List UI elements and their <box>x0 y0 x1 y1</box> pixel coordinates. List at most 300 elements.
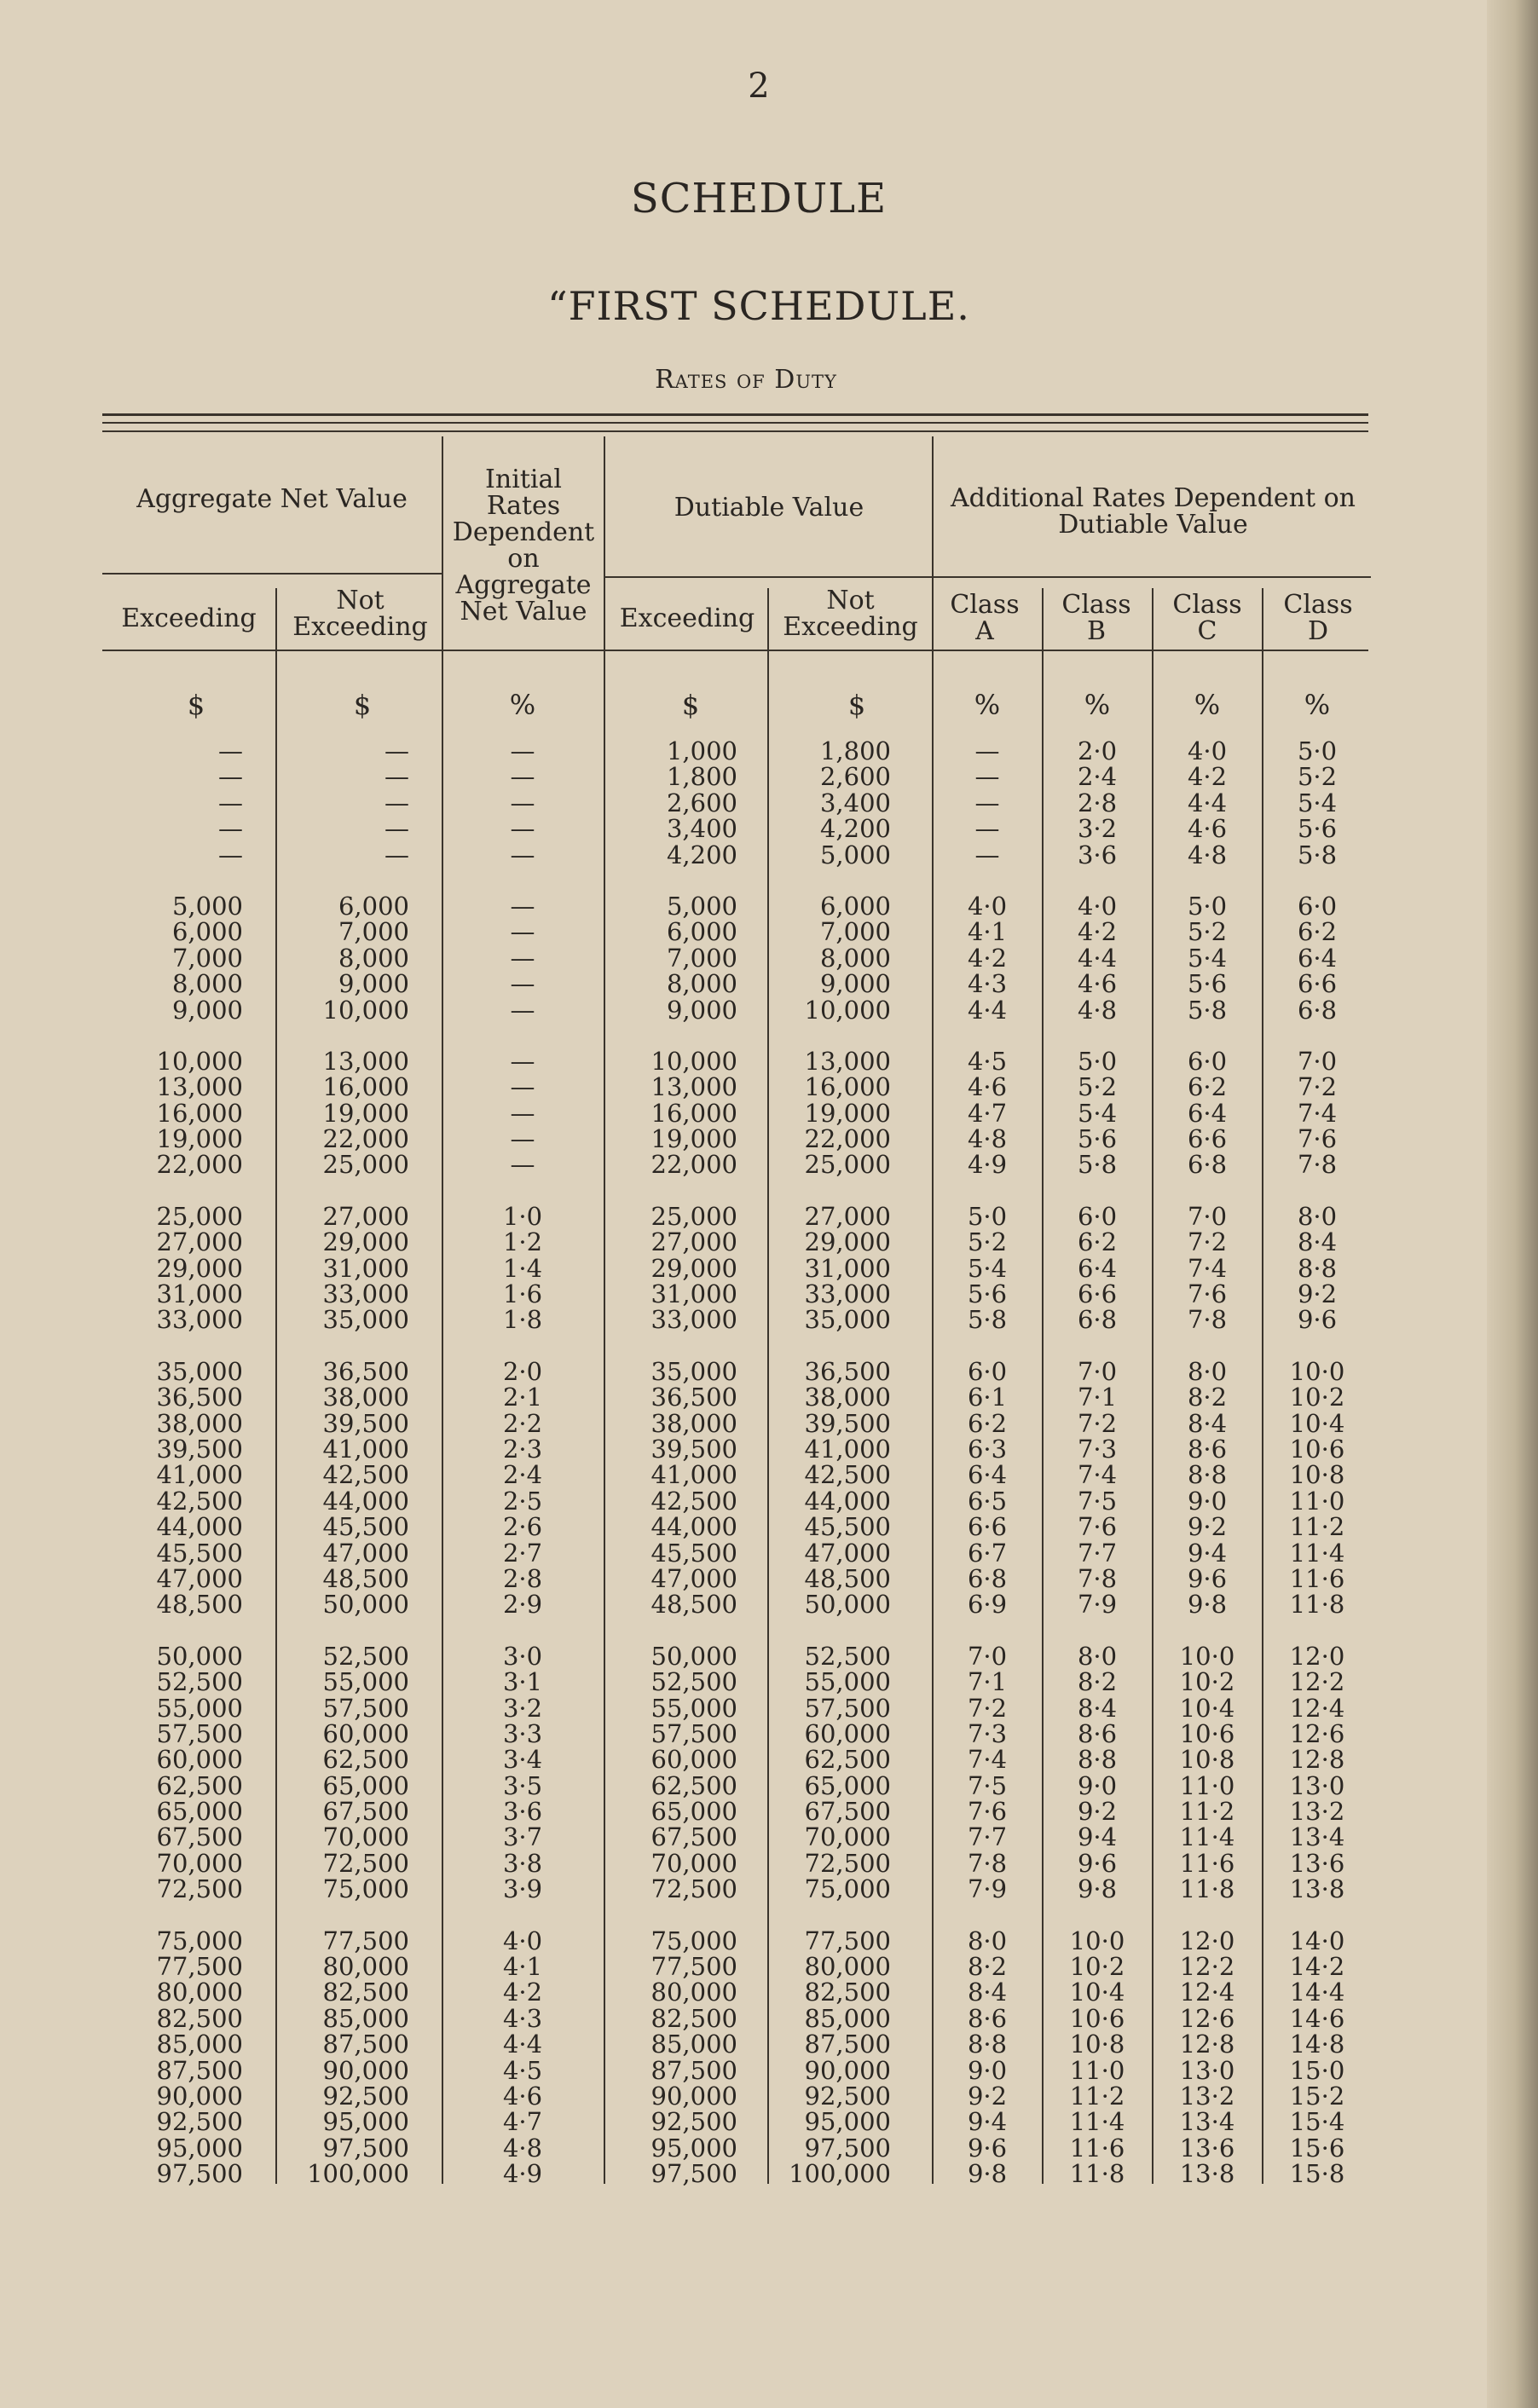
cell-initial-rate: — <box>510 969 535 999</box>
cell-class-c: 13·6 <box>1179 2133 1235 2163</box>
table-row <box>0 969 1538 999</box>
cell-dut-exceeding: 6,000 <box>666 917 737 947</box>
cell-initial-rate: — <box>510 840 535 869</box>
cell-agg-exceeding: 36,500 <box>156 1383 243 1412</box>
unit-class-a: % <box>974 689 1001 721</box>
cell-dut-exceeding: 38,000 <box>650 1408 737 1438</box>
cell-agg-not-exceeding: 95,000 <box>322 2107 409 2137</box>
cell-class-c: 8·6 <box>1187 1434 1228 1464</box>
cell-dut-not-exceeding: 25,000 <box>804 1150 891 1180</box>
cell-class-c: 8·2 <box>1187 1383 1228 1412</box>
cell-class-b: 7·8 <box>1077 1563 1118 1593</box>
cell-dut-exceeding: 31,000 <box>650 1279 737 1309</box>
page-number: 2 <box>748 66 770 106</box>
cell-initial-rate: 3·3 <box>502 1718 543 1748</box>
header-midline-dut <box>604 576 1371 578</box>
table-row <box>0 1356 1538 1386</box>
cell-class-c: 12·6 <box>1179 2003 1235 2033</box>
cell-class-d: 6·6 <box>1297 969 1338 999</box>
row-group <box>0 1201 1538 1335</box>
cell-initial-rate: 3·5 <box>502 1770 543 1800</box>
cell-initial-rate: — <box>510 943 535 973</box>
cell-class-b: 5·0 <box>1077 1046 1118 1076</box>
cell-dut-exceeding: 7,000 <box>666 943 737 973</box>
cell-class-c: 10·4 <box>1179 1693 1235 1723</box>
row-group <box>0 1356 1538 1620</box>
unit-initial: % <box>509 689 536 721</box>
cell-class-a: 4·5 <box>967 1046 1008 1076</box>
cell-class-c: 11·2 <box>1179 1797 1235 1827</box>
cell-dut-not-exceeding: 100,000 <box>789 2159 891 2189</box>
cell-initial-rate: 2·2 <box>502 1408 543 1438</box>
cell-class-d: 8·0 <box>1297 1201 1338 1231</box>
cell-class-c: 10·2 <box>1179 1667 1235 1697</box>
cell-initial-rate: 1·0 <box>502 1201 543 1231</box>
cell-dut-not-exceeding: 85,000 <box>804 2003 891 2033</box>
table-row <box>0 842 1538 868</box>
cell-initial-rate: 4·6 <box>502 2081 543 2111</box>
cell-agg-exceeding: 85,000 <box>156 2030 243 2059</box>
table-row <box>0 1952 1538 1982</box>
cell-class-a: 9·0 <box>967 2055 1008 2085</box>
table-row <box>0 1074 1538 1100</box>
cell-class-d: 11·8 <box>1289 1590 1345 1620</box>
cell-agg-not-exceeding: — <box>384 840 409 869</box>
cell-agg-not-exceeding: 55,000 <box>322 1667 409 1697</box>
cell-class-c: 9·8 <box>1187 1590 1228 1620</box>
table-row <box>0 1876 1538 1902</box>
cell-class-c: 6·2 <box>1187 1072 1228 1102</box>
table-row <box>0 1848 1538 1878</box>
cell-agg-not-exceeding: 85,000 <box>322 2003 409 2033</box>
cell-class-c: 12·8 <box>1179 2030 1235 2059</box>
cell-class-d: 15·8 <box>1289 2159 1345 2189</box>
cell-class-d: 13·4 <box>1289 1822 1345 1852</box>
cell-initial-rate: — <box>510 762 535 792</box>
cell-class-a: 4·3 <box>967 969 1008 999</box>
cell-agg-exceeding: 25,000 <box>156 1201 243 1231</box>
cell-agg-not-exceeding: 62,500 <box>322 1745 409 1775</box>
cell-dut-exceeding: 10,000 <box>650 1046 737 1076</box>
cell-class-d: 14·2 <box>1289 1952 1345 1982</box>
cell-agg-not-exceeding: 10,000 <box>322 995 409 1025</box>
cell-dut-exceeding: 9,000 <box>666 995 737 1025</box>
cell-dut-not-exceeding: 16,000 <box>804 1072 891 1102</box>
cell-agg-not-exceeding: 97,500 <box>322 2133 409 2163</box>
cell-agg-not-exceeding: 19,000 <box>322 1098 409 1128</box>
cell-initial-rate: 2·5 <box>502 1486 543 1516</box>
cell-initial-rate: 2·0 <box>502 1356 543 1386</box>
unit-agg-exceeding: $ <box>187 689 205 721</box>
header-aggregate-net-value: Aggregate Net Value <box>136 483 408 514</box>
cell-class-b: 11·4 <box>1069 2107 1125 2137</box>
cell-class-c: 4·8 <box>1187 840 1228 869</box>
cell-class-a: — <box>974 814 1000 844</box>
cell-agg-exceeding: 45,500 <box>156 1538 243 1568</box>
cell-agg-not-exceeding: 75,000 <box>322 1874 409 1904</box>
cell-dut-exceeding: 48,500 <box>650 1590 737 1620</box>
header-midline-agg <box>102 573 442 575</box>
cell-class-b: 9·6 <box>1077 1848 1118 1878</box>
cell-class-d: 13·2 <box>1289 1797 1345 1827</box>
cell-dut-not-exceeding: 90,000 <box>804 2055 891 2085</box>
cell-class-b: 6·2 <box>1077 1227 1118 1257</box>
cell-dut-not-exceeding: 4,200 <box>819 814 891 844</box>
cell-agg-exceeding: 47,000 <box>156 1563 243 1593</box>
cell-agg-not-exceeding: 67,500 <box>322 1797 409 1827</box>
cell-class-a: 7·8 <box>967 1848 1008 1878</box>
cell-dut-exceeding: 57,500 <box>650 1718 737 1748</box>
cell-class-d: 15·4 <box>1289 2107 1345 2137</box>
cell-agg-not-exceeding: — <box>384 736 409 765</box>
cell-class-a: 6·0 <box>967 1356 1008 1386</box>
cell-class-d: 14·4 <box>1289 1978 1345 2007</box>
cell-dut-not-exceeding: 67,500 <box>804 1797 891 1827</box>
cell-agg-exceeding: 19,000 <box>156 1124 243 1154</box>
cell-class-d: 14·0 <box>1289 1926 1345 1955</box>
cell-class-b: 7·9 <box>1077 1590 1118 1620</box>
cell-agg-not-exceeding: 87,500 <box>322 2030 409 2059</box>
cell-class-c: 6·8 <box>1187 1150 1228 1180</box>
cell-dut-not-exceeding: 22,000 <box>804 1124 891 1154</box>
cell-agg-not-exceeding: 41,000 <box>322 1434 409 1464</box>
cell-class-d: 10·2 <box>1289 1383 1345 1412</box>
cell-class-a: 8·8 <box>967 2030 1008 2059</box>
cell-class-b: 7·0 <box>1077 1356 1118 1386</box>
cell-class-c: 11·6 <box>1179 1848 1235 1878</box>
cell-class-a: 6·4 <box>967 1460 1008 1490</box>
cell-class-c: 13·4 <box>1179 2107 1235 2137</box>
table-row <box>0 917 1538 947</box>
cell-class-d: 10·8 <box>1289 1460 1345 1490</box>
cell-agg-not-exceeding: 92,500 <box>322 2081 409 2111</box>
unit-class-d: % <box>1304 689 1331 721</box>
cell-class-c: 4·0 <box>1187 736 1228 765</box>
cell-class-a: 5·2 <box>967 1227 1008 1257</box>
cell-class-d: 5·4 <box>1297 788 1338 817</box>
cell-class-b: 4·6 <box>1077 969 1118 999</box>
cell-class-d: 6·0 <box>1297 891 1338 921</box>
cell-agg-not-exceeding: 47,000 <box>322 1538 409 1568</box>
header-dut-exceeding: Exceeding <box>619 603 755 633</box>
table-row <box>0 1590 1538 1620</box>
cell-dut-not-exceeding: 48,500 <box>804 1563 891 1593</box>
cell-dut-exceeding: 87,500 <box>650 2055 737 2085</box>
cell-class-d: 13·0 <box>1289 1770 1345 1800</box>
cell-class-a: 7·1 <box>967 1667 1008 1697</box>
cell-dut-exceeding: 97,500 <box>650 2159 737 2189</box>
table-row <box>0 945 1538 971</box>
cell-dut-exceeding: 19,000 <box>650 1124 737 1154</box>
cell-agg-exceeding: 57,500 <box>156 1718 243 1748</box>
cell-class-d: 11·4 <box>1289 1538 1345 1568</box>
cell-dut-not-exceeding: 9,000 <box>819 969 891 999</box>
cell-class-d: 14·8 <box>1289 2030 1345 2059</box>
table-row <box>0 1150 1538 1180</box>
cell-agg-not-exceeding: 100,000 <box>307 2159 409 2189</box>
cell-agg-exceeding: 6,000 <box>171 917 243 947</box>
cell-dut-exceeding: 47,000 <box>650 1563 737 1593</box>
cell-dut-exceeding: 65,000 <box>650 1797 737 1827</box>
cell-initial-rate: 4·3 <box>502 2003 543 2033</box>
cell-class-b: 7·1 <box>1077 1383 1118 1412</box>
unit-row <box>0 689 1538 723</box>
cell-class-c: 11·0 <box>1179 1770 1235 1800</box>
cell-agg-not-exceeding: — <box>384 814 409 844</box>
cell-class-a: 7·3 <box>967 1718 1008 1748</box>
cell-initial-rate: 4·5 <box>502 2055 543 2085</box>
cell-dut-not-exceeding: 3,400 <box>819 788 891 817</box>
cell-agg-not-exceeding: 25,000 <box>322 1150 409 1180</box>
unit-dut-exceeding: $ <box>681 689 700 721</box>
cell-agg-exceeding: — <box>218 762 243 792</box>
cell-class-a: 4·0 <box>967 891 1008 921</box>
cell-class-b: 11·6 <box>1069 2133 1125 2163</box>
cell-agg-exceeding: 48,500 <box>156 1590 243 1620</box>
table-row <box>0 1460 1538 1490</box>
cell-dut-not-exceeding: 45,500 <box>804 1512 891 1542</box>
table-row <box>0 2031 1538 2057</box>
cell-initial-rate: — <box>510 891 535 921</box>
cell-class-d: 5·8 <box>1297 840 1338 869</box>
cell-agg-exceeding: 8,000 <box>171 969 243 999</box>
table-row <box>0 1669 1538 1695</box>
cell-class-b: 11·0 <box>1069 2055 1125 2085</box>
cell-agg-not-exceeding: — <box>384 788 409 817</box>
cell-initial-rate: — <box>510 1124 535 1154</box>
cell-class-b: 8·8 <box>1077 1745 1118 1775</box>
table-caption: Rates of Duty <box>655 365 837 395</box>
cell-class-a: — <box>974 840 1000 869</box>
cell-agg-exceeding: — <box>218 736 243 765</box>
table-row <box>0 738 1538 764</box>
cell-class-d: 6·2 <box>1297 917 1338 947</box>
table-row <box>0 1408 1538 1438</box>
header-dut-not-exceeding: Not Exceeding <box>783 586 918 642</box>
cell-class-b: 6·0 <box>1077 1201 1118 1231</box>
cell-dut-not-exceeding: 62,500 <box>804 1745 891 1775</box>
cell-agg-exceeding: 77,500 <box>156 1952 243 1982</box>
cell-class-b: 6·4 <box>1077 1253 1118 1283</box>
table-body <box>0 738 1538 2213</box>
cell-agg-exceeding: 70,000 <box>156 1848 243 1878</box>
cell-class-c: 9·6 <box>1187 1563 1228 1593</box>
cell-class-d: 15·2 <box>1289 2081 1345 2111</box>
cell-initial-rate: 2·8 <box>502 1563 543 1593</box>
table-row <box>0 1797 1538 1827</box>
cell-class-b: 10·8 <box>1069 2030 1125 2059</box>
cell-agg-not-exceeding: 29,000 <box>322 1227 409 1257</box>
cell-class-d: 14·6 <box>1289 2003 1345 2033</box>
cell-agg-not-exceeding: 42,500 <box>322 1460 409 1490</box>
cell-dut-exceeding: 72,500 <box>650 1874 737 1904</box>
cell-initial-rate: 4·4 <box>502 2030 543 2059</box>
cell-class-c: 5·0 <box>1187 891 1228 921</box>
cell-dut-exceeding: 77,500 <box>650 1952 737 1982</box>
cell-agg-not-exceeding: 33,000 <box>322 1279 409 1309</box>
cell-agg-not-exceeding: 52,500 <box>322 1641 409 1671</box>
table-row <box>0 1281 1538 1307</box>
table-row <box>0 1563 1538 1593</box>
cell-dut-not-exceeding: 87,500 <box>804 2030 891 2059</box>
cell-class-a: 4·8 <box>967 1124 1008 1154</box>
cell-class-d: 12·0 <box>1289 1641 1345 1671</box>
cell-class-b: 3·2 <box>1077 814 1118 844</box>
row-group <box>0 1643 1538 1903</box>
cell-initial-rate: 2·4 <box>502 1460 543 1490</box>
cell-initial-rate: — <box>510 995 535 1025</box>
cell-initial-rate: — <box>510 1072 535 1102</box>
cell-class-a: 7·4 <box>967 1745 1008 1775</box>
cell-class-c: 7·8 <box>1187 1305 1228 1335</box>
cell-class-b: 6·6 <box>1077 1279 1118 1309</box>
cell-class-c: 9·0 <box>1187 1486 1228 1516</box>
cell-class-b: 7·4 <box>1077 1460 1118 1490</box>
header-class-a: Class A <box>950 590 1020 646</box>
cell-dut-not-exceeding: 95,000 <box>804 2107 891 2137</box>
cell-dut-exceeding: 25,000 <box>650 1201 737 1231</box>
cell-agg-not-exceeding: 39,500 <box>322 1408 409 1438</box>
cell-class-c: 13·8 <box>1179 2159 1235 2189</box>
cell-class-b: 7·6 <box>1077 1512 1118 1542</box>
cell-initial-rate: 3·0 <box>502 1641 543 1671</box>
cell-class-d: 15·0 <box>1289 2055 1345 2085</box>
header-dutiable-value: Dutiable Value <box>674 492 864 523</box>
cell-class-a: 9·8 <box>967 2159 1008 2189</box>
unit-dut-not-exceeding: $ <box>847 689 866 721</box>
cell-agg-exceeding: 35,000 <box>156 1356 243 1386</box>
cell-initial-rate: 4·1 <box>502 1952 543 1982</box>
cell-agg-not-exceeding: 22,000 <box>322 1124 409 1154</box>
cell-class-d: 12·8 <box>1289 1745 1345 1775</box>
cell-class-c: 9·2 <box>1187 1512 1228 1542</box>
cell-class-b: 8·0 <box>1077 1641 1118 1671</box>
cell-class-b: 5·8 <box>1077 1150 1118 1180</box>
cell-dut-not-exceeding: 52,500 <box>804 1641 891 1671</box>
cell-class-d: 12·4 <box>1289 1693 1345 1723</box>
cell-class-d: 6·8 <box>1297 995 1338 1025</box>
cell-agg-exceeding: 50,000 <box>156 1641 243 1671</box>
cell-class-b: 9·0 <box>1077 1770 1118 1800</box>
table-row <box>0 997 1538 1023</box>
cell-class-d: 11·6 <box>1289 1563 1345 1593</box>
cell-agg-exceeding: 38,000 <box>156 1408 243 1438</box>
row-group <box>0 1048 1538 1178</box>
cell-dut-not-exceeding: 2,600 <box>819 762 891 792</box>
cell-dut-exceeding: 60,000 <box>650 1745 737 1775</box>
cell-dut-not-exceeding: 33,000 <box>804 1279 891 1309</box>
cell-class-a: 5·4 <box>967 1253 1008 1283</box>
cell-dut-not-exceeding: 36,500 <box>804 1356 891 1386</box>
cell-dut-exceeding: 8,000 <box>666 969 737 999</box>
cell-dut-not-exceeding: 1,800 <box>819 736 891 765</box>
cell-agg-not-exceeding: 70,000 <box>322 1822 409 1852</box>
cell-agg-exceeding: 72,500 <box>156 1874 243 1904</box>
cell-class-a: 9·6 <box>967 2133 1008 2163</box>
cell-class-b: 7·3 <box>1077 1434 1118 1464</box>
cell-class-c: 7·0 <box>1187 1201 1228 1231</box>
cell-class-b: 3·6 <box>1077 840 1118 869</box>
cell-agg-exceeding: 13,000 <box>156 1072 243 1102</box>
table-row <box>0 1126 1538 1152</box>
cell-class-d: 12·6 <box>1289 1718 1345 1748</box>
cell-agg-not-exceeding: 80,000 <box>322 1952 409 1982</box>
cell-dut-not-exceeding: 19,000 <box>804 1098 891 1128</box>
cell-initial-rate: — <box>510 1098 535 1128</box>
unit-agg-not-exceeding: $ <box>353 689 372 721</box>
cell-class-b: 9·2 <box>1077 1797 1118 1827</box>
cell-initial-rate: 2·9 <box>502 1590 543 1620</box>
cell-agg-not-exceeding: 9,000 <box>338 969 409 999</box>
cell-agg-exceeding: 90,000 <box>156 2081 243 2111</box>
cell-class-d: 11·2 <box>1289 1512 1345 1542</box>
cell-class-d: 13·8 <box>1289 1874 1345 1904</box>
cell-agg-exceeding: 42,500 <box>156 1486 243 1516</box>
table-row <box>0 1540 1538 1566</box>
cell-class-a: 4·2 <box>967 943 1008 973</box>
cell-class-d: 5·0 <box>1297 736 1338 765</box>
cell-dut-exceeding: 27,000 <box>650 1227 737 1257</box>
cell-initial-rate: 1·8 <box>502 1305 543 1335</box>
table-row <box>0 814 1538 844</box>
cell-class-a: 7·7 <box>967 1822 1008 1852</box>
cell-dut-exceeding: 42,500 <box>650 1486 737 1516</box>
cell-dut-exceeding: 85,000 <box>650 2030 737 2059</box>
cell-class-b: 2·0 <box>1077 736 1118 765</box>
cell-class-b: 4·8 <box>1077 995 1118 1025</box>
cell-class-c: 11·4 <box>1179 1822 1235 1852</box>
table-row <box>0 893 1538 919</box>
cell-dut-exceeding: 52,500 <box>650 1667 737 1697</box>
cell-initial-rate: 3·8 <box>502 1848 543 1878</box>
cell-initial-rate: 4·0 <box>502 1926 543 1955</box>
table-row <box>0 1718 1538 1748</box>
cell-dut-exceeding: 3,400 <box>666 814 737 844</box>
cell-class-a: 6·3 <box>967 1434 1008 1464</box>
cell-class-c: 8·8 <box>1187 1460 1228 1490</box>
header-agg-not-exceeding: Not Exceeding <box>292 586 428 642</box>
cell-dut-exceeding: 80,000 <box>650 1978 737 2007</box>
cell-class-a: 5·8 <box>967 1305 1008 1335</box>
cell-agg-not-exceeding: 65,000 <box>322 1770 409 1800</box>
cell-class-b: 10·0 <box>1069 1926 1125 1955</box>
table-row <box>0 762 1538 792</box>
cell-class-d: 7·4 <box>1297 1098 1338 1128</box>
cell-initial-rate: — <box>510 814 535 844</box>
cell-dut-exceeding: 2,600 <box>666 788 737 817</box>
table-row <box>0 1643 1538 1669</box>
cell-dut-not-exceeding: 41,000 <box>804 1434 891 1464</box>
cell-class-b: 9·8 <box>1077 1874 1118 1904</box>
cell-agg-exceeding: 67,500 <box>156 1822 243 1852</box>
cell-agg-exceeding: 92,500 <box>156 2107 243 2137</box>
cell-dut-not-exceeding: 5,000 <box>819 840 891 869</box>
cell-class-a: 4·6 <box>967 1072 1008 1102</box>
cell-dut-exceeding: 36,500 <box>650 1383 737 1412</box>
cell-class-b: 7·2 <box>1077 1408 1118 1438</box>
cell-dut-not-exceeding: 38,000 <box>804 1383 891 1412</box>
cell-agg-exceeding: 41,000 <box>156 1460 243 1490</box>
table-row <box>0 2083 1538 2109</box>
cell-agg-not-exceeding: 82,500 <box>322 1978 409 2007</box>
cell-class-a: 4·1 <box>967 917 1008 947</box>
cell-agg-exceeding: 44,000 <box>156 1512 243 1542</box>
cell-initial-rate: — <box>510 917 535 947</box>
cell-agg-exceeding: — <box>218 814 243 844</box>
cell-agg-exceeding: 5,000 <box>171 891 243 921</box>
cell-dut-exceeding: 33,000 <box>650 1305 737 1335</box>
cell-dut-exceeding: 1,000 <box>666 736 737 765</box>
